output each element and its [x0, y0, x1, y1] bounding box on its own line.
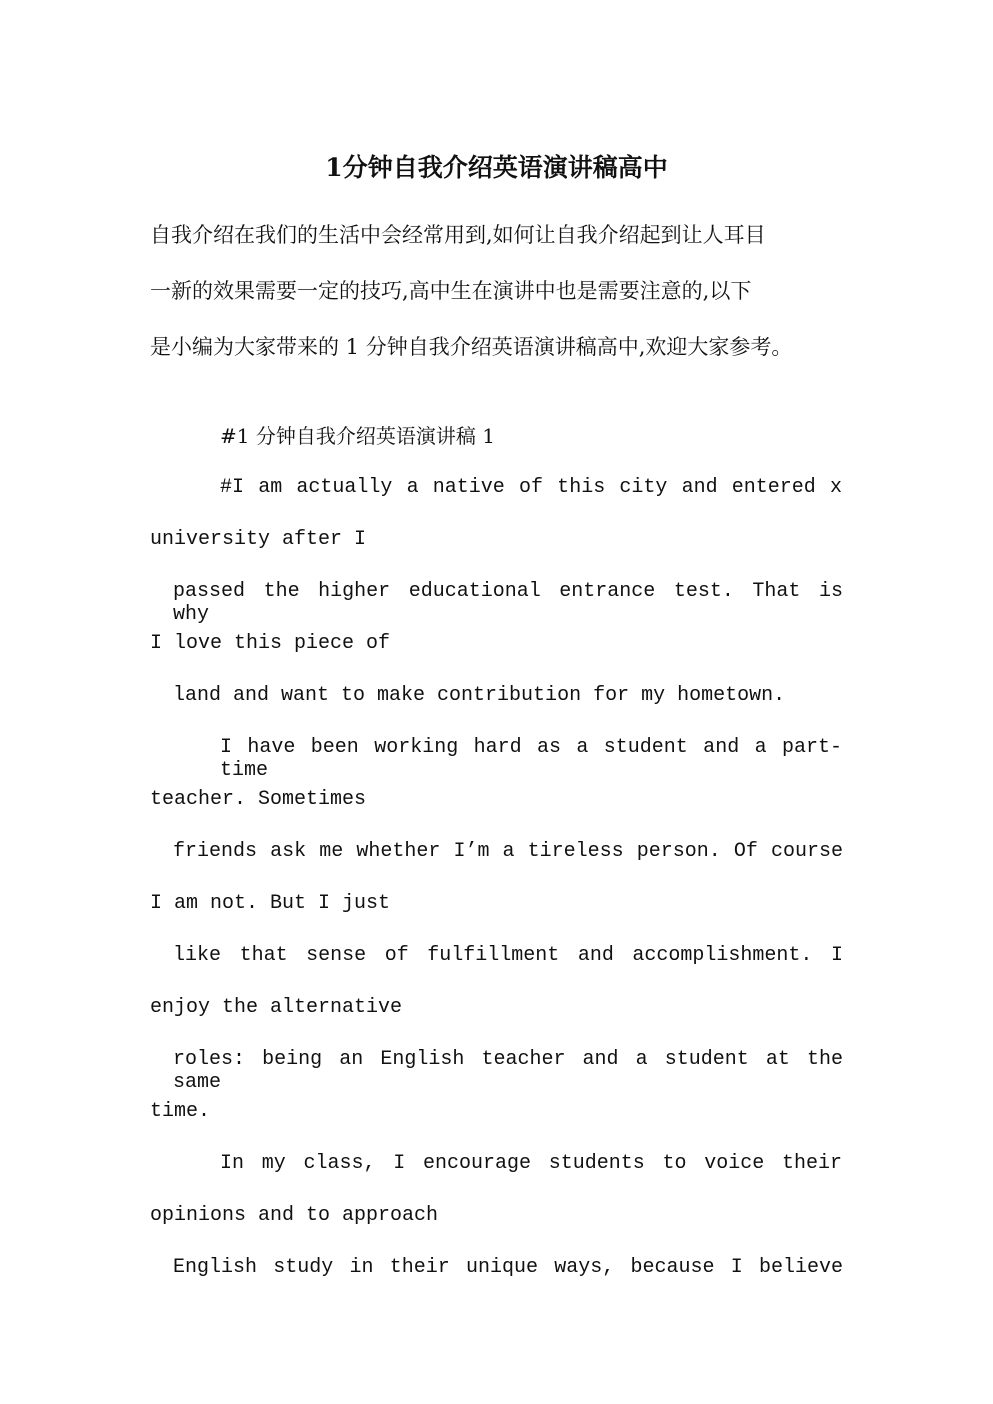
body-line: friends ask me whether I’m a tireless person. Of course: [173, 840, 843, 863]
document-title: 1分钟自我介绍英语演讲稿高中: [325, 153, 668, 182]
body-line: In my class, I encourage students to voice their: [220, 1152, 842, 1175]
intro-line: 是小编为大家带来的 1 分钟自我介绍英语演讲稿高中,欢迎大家参考。: [150, 335, 793, 359]
body-line: #I am actually a native of this city and entered x: [220, 476, 842, 499]
intro-paragraph: [150, 207, 850, 375]
body-line: I am not. But I just: [150, 892, 391, 915]
body-line: like that sense of fulfillment and accomplishment. I: [173, 944, 843, 967]
body-line: I love this piece of: [150, 632, 391, 655]
body-line: teacher. Sometimes: [150, 788, 367, 811]
section-heading: #1 分钟自我介绍英语演讲稿 1: [220, 424, 495, 448]
body-line: roles: being an English teacher and a student at the same: [173, 1048, 843, 1094]
intro-line: 一新的效果需要一定的技巧,高中生在演讲中也是需要注意的,以下: [150, 279, 752, 303]
body-line: I have been working hard as a student and a part-time: [220, 736, 842, 782]
body-line: opinions and to approach: [150, 1204, 439, 1227]
body-line: time.: [150, 1100, 211, 1123]
body-line: passed the higher educational entrance test. That is why: [173, 580, 843, 626]
body-line: enjoy the alternative: [150, 996, 403, 1019]
intro-line: 自我介绍在我们的生活中会经常用到,如何让自我介绍起到让人耳目: [150, 223, 766, 247]
body-line: English study in their unique ways, because I believe: [173, 1256, 843, 1279]
body-line: university after I: [150, 528, 367, 551]
body-line: land and want to make contribution for my hometown.: [173, 684, 786, 707]
